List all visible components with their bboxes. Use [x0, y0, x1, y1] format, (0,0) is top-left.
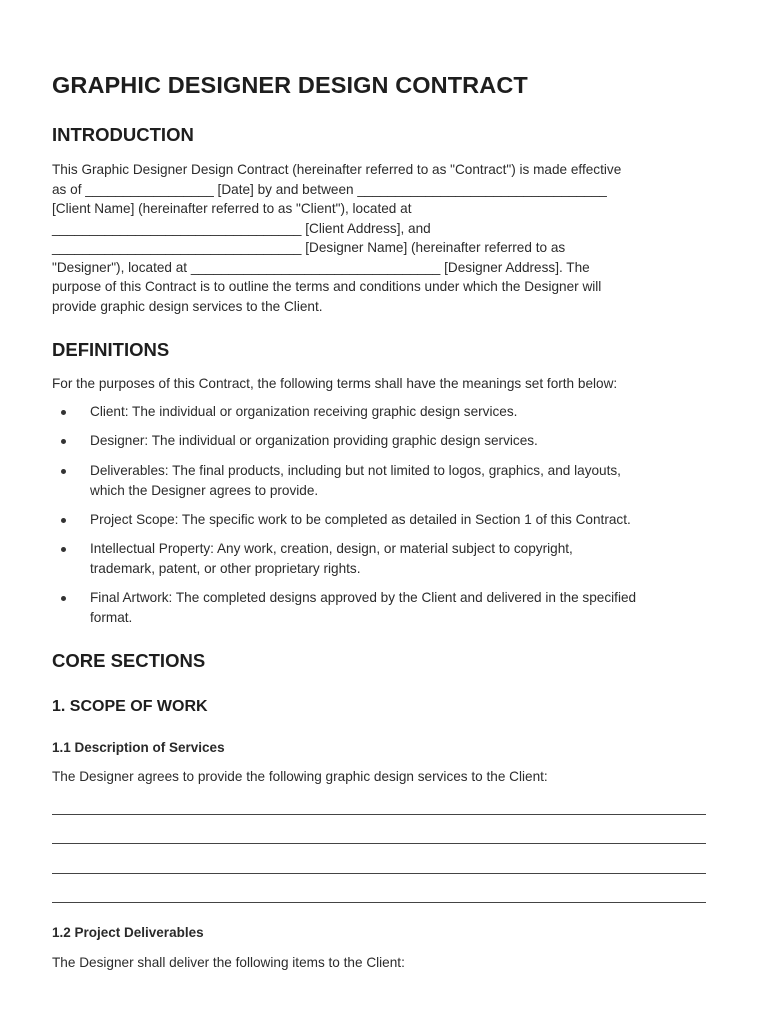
introduction-line: [Client Name] (hereinafter referred to as "Client"), located at [52, 201, 412, 216]
description-of-services-heading: 1.1 Description of Services [52, 740, 225, 755]
definitions-intro [52, 374, 732, 394]
introduction-line: provide graphic design services to the Client. [52, 298, 323, 314]
bullet-icon [61, 439, 66, 444]
definition-line: Intellectual Property: Any work, creation, design, or material subject to copyright, [90, 541, 573, 556]
definition-line: trademark, patent, or other proprietary rights. [90, 560, 361, 576]
introduction-line: purpose of this Contract is to outline the terms and conditions under which the Designer will [52, 279, 602, 294]
fill-in-line[interactable] [52, 843, 706, 844]
description-of-services-text [52, 767, 732, 787]
definition-line: Deliverables: The final products, including but not limited to logos, graphics, and layouts, [90, 463, 621, 478]
definition-text [90, 588, 730, 627]
definition-line: format. [90, 609, 133, 625]
document-title: GRAPHIC DESIGNER DESIGN CONTRACT [52, 72, 528, 98]
bullet-icon [61, 410, 66, 415]
definition-text [90, 539, 730, 578]
fill-in-line[interactable] [52, 814, 706, 815]
fill-in-line[interactable] [52, 902, 706, 903]
definition-line: Project Scope: The specific work to be completed as detailed in Section 1 of this Contract. [90, 512, 631, 527]
introduction-line: "Designer"), located at _________________________________ [Designer Address]. The [52, 259, 590, 275]
definition-line: Designer: The individual or organization providing graphic design services. [90, 433, 538, 448]
core-sections-heading: CORE SECTIONS [52, 650, 206, 671]
definition-line: Final Artwork: The completed designs approved by the Client and delivered in the specified [90, 590, 637, 605]
project-deliverables-heading: 1.2 Project Deliverables [52, 925, 204, 940]
fill-in-line[interactable] [52, 873, 706, 874]
introduction-line: This Graphic Designer Design Contract (hereinafter referred to as "Contract") is made effective [52, 162, 622, 177]
bullet-icon [61, 518, 66, 523]
introduction-line: _________________________________ [Client Address], and [52, 220, 431, 236]
definitions-heading: DEFINITIONS [52, 339, 170, 360]
bullet-icon [61, 547, 66, 552]
introduction-line: _________________________________ [Designer Name] (hereinafter referred to as [52, 240, 566, 255]
bullet-icon [61, 469, 66, 474]
definition-text [90, 461, 730, 500]
project-deliverables-text [52, 953, 732, 973]
definition-text [90, 431, 730, 451]
definition-text [90, 510, 730, 530]
bullet-icon [61, 596, 66, 601]
definitions-intro-text: For the purposes of this Contract, the following terms shall have the meanings set forth below: [52, 376, 618, 391]
description-line: The Designer agrees to provide the following graphic design services to the Client: [52, 769, 548, 784]
introduction-heading: INTRODUCTION [52, 124, 194, 145]
definition-line: which the Designer agrees to provide. [90, 482, 319, 498]
scope-of-work-heading: 1. SCOPE OF WORK [52, 698, 208, 715]
introduction-paragraph [52, 160, 732, 316]
definition-line: Client: The individual or organization receiving graphic design services. [90, 404, 518, 419]
deliverables-line: The Designer shall deliver the following items to the Client: [52, 955, 405, 970]
introduction-line: as of _________________ [Date] by and between _________________________________ [52, 181, 607, 197]
definition-text [90, 402, 730, 422]
